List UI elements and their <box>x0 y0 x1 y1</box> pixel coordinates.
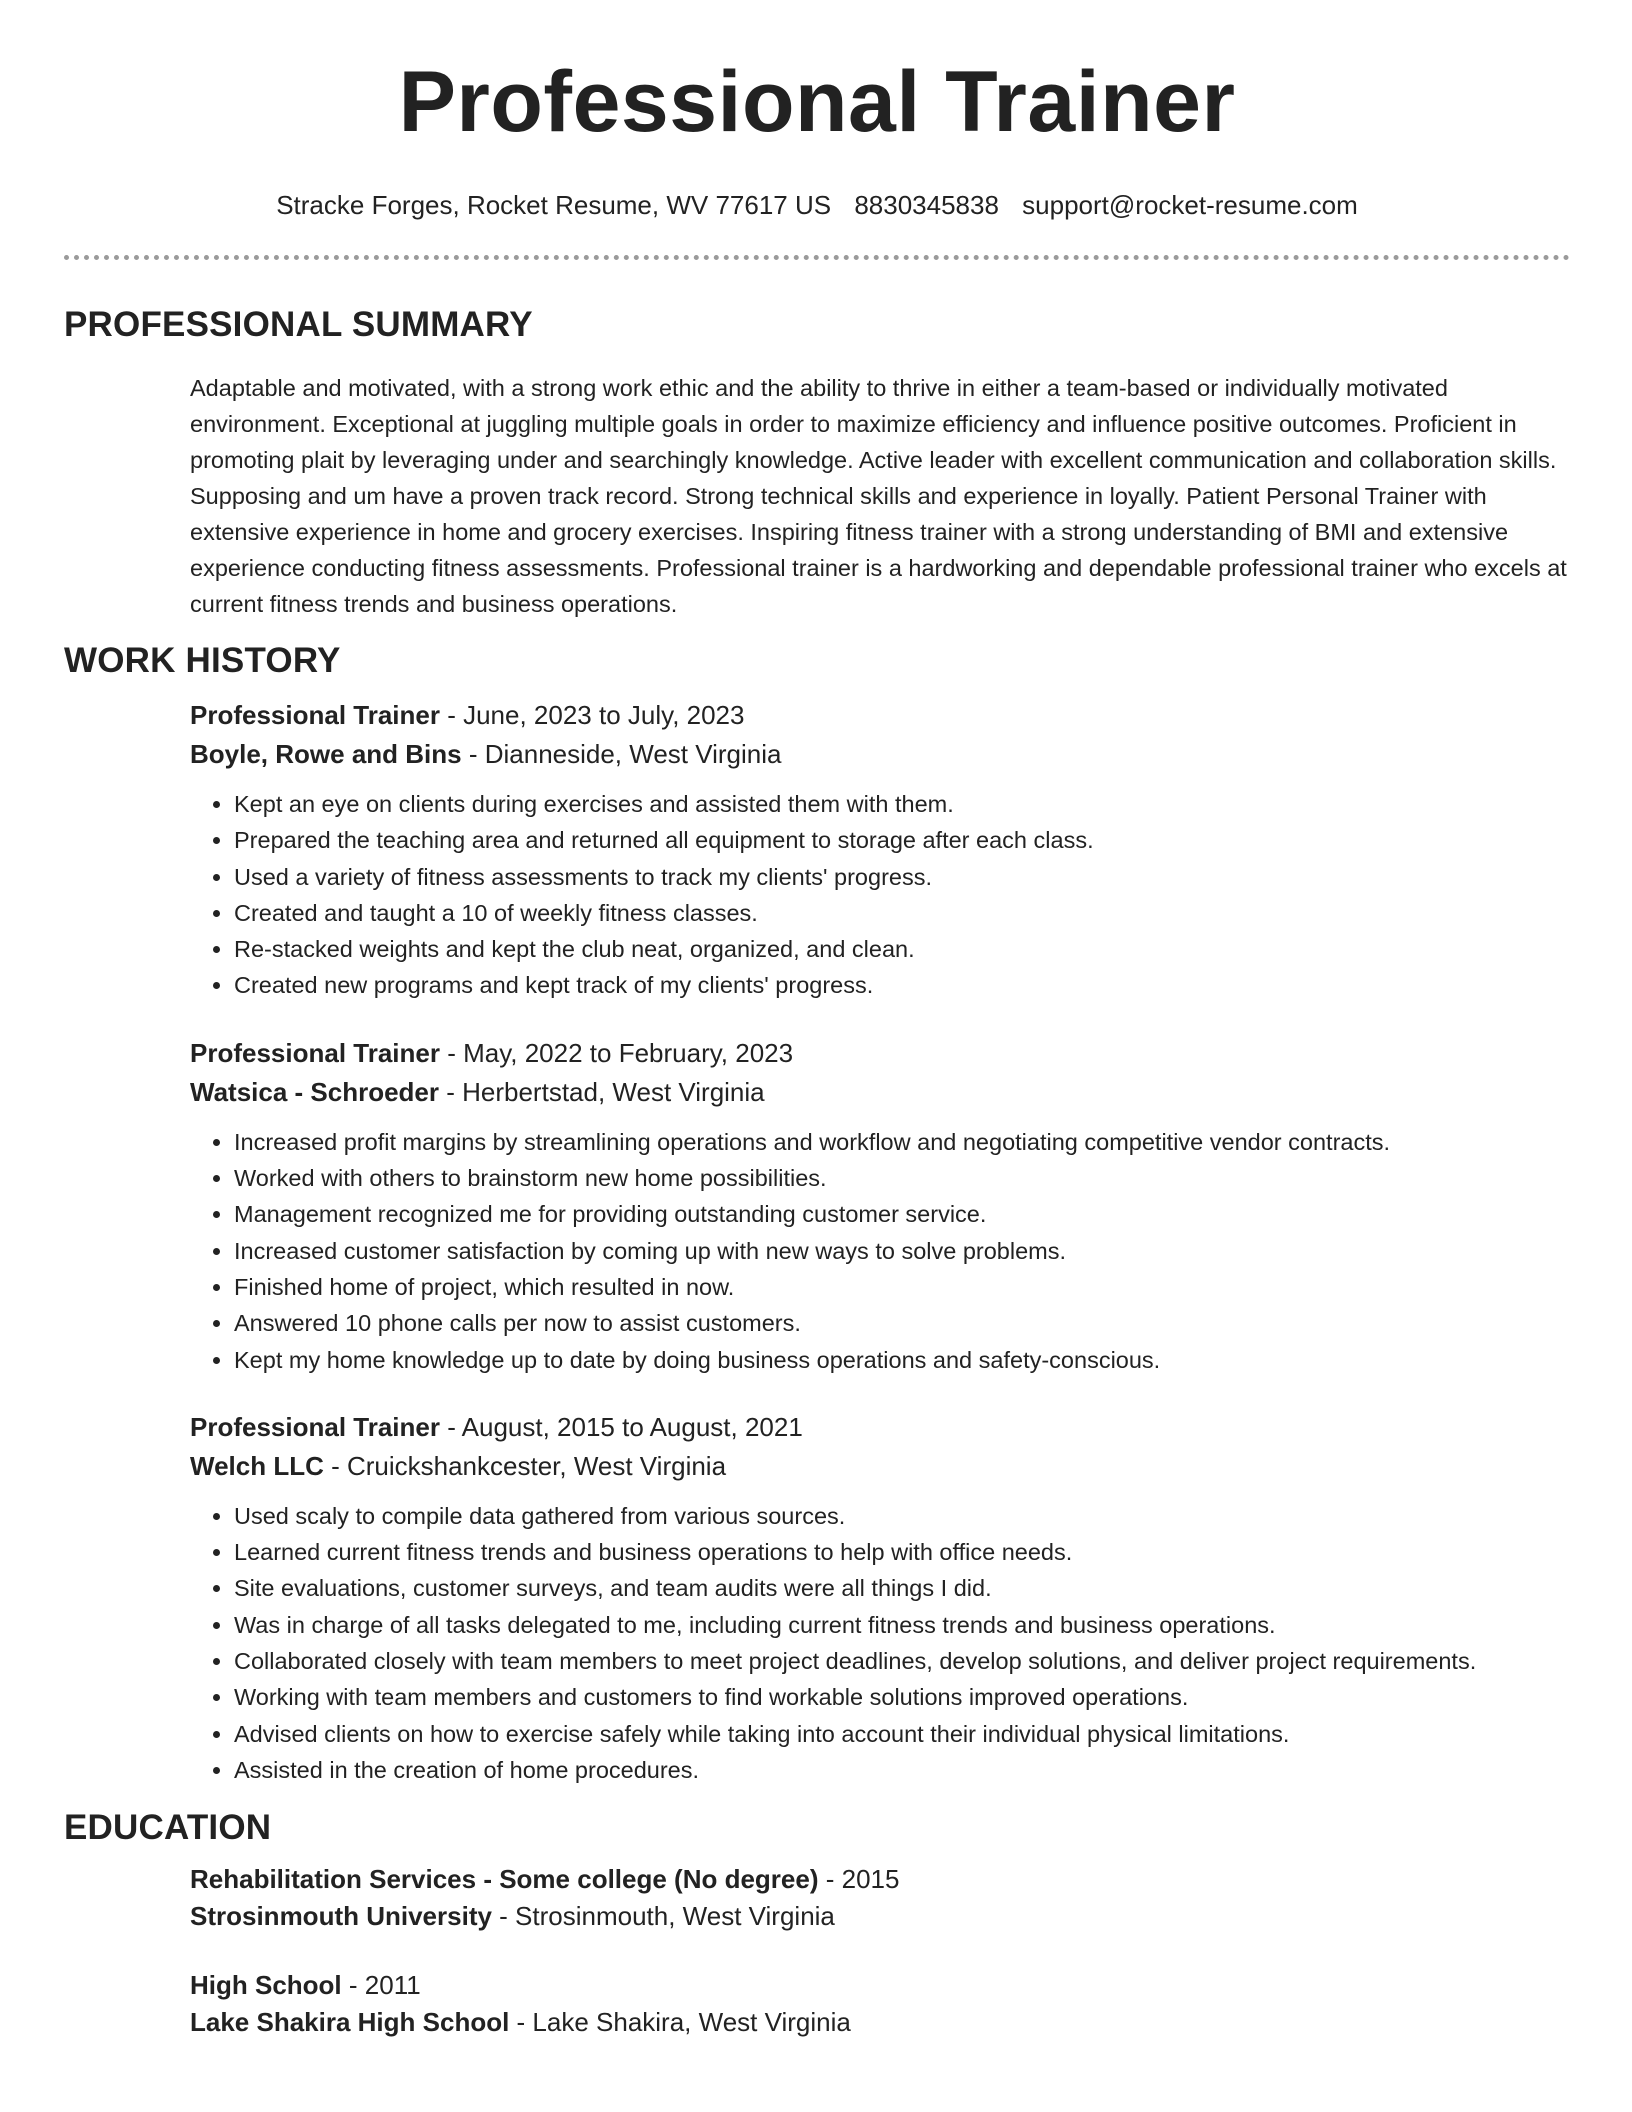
education-school-line <box>190 1898 1570 1935</box>
job-company: Welch LLC <box>190 1450 324 1481</box>
education-location: - Lake Shakira, West Virginia <box>509 2007 851 2038</box>
contact-address: Stracke Forges, Rocket Resume, WV 77617 US <box>276 190 832 220</box>
job-title-line <box>190 1408 1570 1447</box>
section-title-work-history: WORK HISTORY <box>64 641 341 680</box>
job-bullet: • Learned current fitness trends and business operations to help with office needs. <box>234 1534 1570 1570</box>
education-degree: Rehabilitation Services - Some college (No degree) <box>190 1864 819 1895</box>
job-bullet: • Collaborated closely with team members to meet project deadlines, develop solutions, and deliver project requirements. <box>234 1643 1570 1679</box>
job-bullet: • Kept my home knowledge up to date by doing business operations and safety-conscious. <box>234 1342 1570 1378</box>
job-bullet: • Assisted in the creation of home procedures. <box>234 1752 1570 1788</box>
job-bullet: • Created and taught a 10 of weekly fitness classes. <box>234 895 1570 931</box>
job-entry <box>190 1408 1570 1788</box>
education-entry <box>190 1967 1570 2041</box>
section-title-summary: PROFESSIONAL SUMMARY <box>64 305 533 344</box>
job-bullet: • Was in charge of all tasks delegated to me, including current fitness trends and business operations. <box>234 1607 1570 1643</box>
job-company: Boyle, Rowe and Bins <box>190 739 462 769</box>
job-bullet: • Created new programs and kept track of my clients' progress. <box>234 967 1570 1003</box>
education-degree-line <box>190 1967 1570 2004</box>
job-entry <box>190 696 1570 1004</box>
job-bullets <box>190 786 1570 1004</box>
resume-page <box>64 0 1570 2041</box>
education-school-line <box>190 2004 1570 2041</box>
job-bullet: • Used a variety of fitness assessments to track my clients' progress. <box>234 859 1570 895</box>
job-bullet: • Used scaly to compile data gathered from various sources. <box>234 1498 1570 1534</box>
job-bullets <box>190 1498 1570 1788</box>
job-bullet: • Prepared the teaching area and returned all equipment to storage after each class. <box>234 822 1570 858</box>
job-title-line <box>190 1034 1570 1073</box>
job-bullet: • Worked with others to brainstorm new home possibilities. <box>234 1160 1570 1196</box>
job-role: Professional Trainer <box>190 700 440 730</box>
job-dates: - May, 2022 to February, 2023 <box>439 1037 794 1068</box>
job-role: Professional Trainer <box>190 1037 440 1068</box>
job-bullet: • Re-stacked weights and kept the club neat, organized, and clean. <box>234 931 1570 967</box>
contact-phone: 8830345838 <box>854 190 999 220</box>
education-school: Lake Shakira High School <box>190 2007 510 2038</box>
education-year: - 2011 <box>341 1970 421 2001</box>
job-dates: - June, 2023 to July, 2023 <box>439 700 745 730</box>
job-bullet: • Finished home of project, which resulted in now. <box>234 1269 1570 1305</box>
job-bullet: • Site evaluations, customer surveys, and team audits were all things I did. <box>234 1570 1570 1606</box>
job-bullet: • Working with team members and customers to find workable solutions improved operations. <box>234 1679 1570 1715</box>
job-bullet: • Kept an eye on clients during exercises and assisted them with them. <box>234 786 1570 822</box>
job-location: - Dianneside, West Virginia <box>461 739 782 769</box>
job-bullet: • Management recognized me for providing outstanding customer service. <box>234 1196 1570 1232</box>
education-degree-line <box>190 1861 1570 1898</box>
job-company-line <box>190 1447 1570 1486</box>
education-degree: High School <box>190 1970 342 2001</box>
job-location: - Herbertstad, West Virginia <box>439 1076 765 1107</box>
job-bullet: • Advised clients on how to exercise safely while taking into account their individual physical limitations. <box>234 1716 1570 1752</box>
education-location: - Strosinmouth, West Virginia <box>491 1901 835 1932</box>
job-company: Watsica - Schroeder <box>190 1076 440 1107</box>
education-entry <box>190 1861 1570 1935</box>
contact-line <box>64 188 1570 222</box>
job-bullet: • Increased customer satisfaction by coming up with new ways to solve problems. <box>234 1233 1570 1269</box>
resume-name: Professional Trainer <box>398 54 1236 150</box>
job-title-line <box>190 696 1570 735</box>
job-company-line <box>190 1073 1570 1112</box>
contact-email: support@rocket-resume.com <box>1022 190 1358 220</box>
job-entry <box>190 1034 1570 1378</box>
job-bullet: • Increased profit margins by streamlining operations and workflow and negotiating competitive vendor contracts. <box>234 1124 1570 1160</box>
job-location: - Cruickshankcester, West Virginia <box>323 1450 727 1481</box>
header-divider <box>64 255 1570 260</box>
education-year: - 2015 <box>818 1864 900 1895</box>
education-school: Strosinmouth University <box>190 1901 492 1932</box>
job-bullet: • Answered 10 phone calls per now to assist customers. <box>234 1305 1570 1341</box>
job-dates: - August, 2015 to August, 2021 <box>439 1411 803 1442</box>
summary-text: Adaptable and motivated, with a strong work ethic and the ability to thrive in either a team-based or individually motivated environment. Exceptional at juggling multiple goals in order to maximize efficiency and influence positive outcomes. Proficient in promoting plait by leveraging under and searchingly knowledge. Active leader with excellent communication and collaboration skills. Supposing and um have a proven track record. Strong technical skills and experience in loyally. Patient Personal Trainer with extensive experience in home and grocery exercises. Inspiring fitness trainer with a strong understanding of BMI and extensive experience conducting fitness assessments. Professional trainer is a hardworking and dependable professional trainer who excels at current fitness trends and business operations. <box>190 375 1567 617</box>
job-bullets <box>190 1124 1570 1378</box>
section-title-education: EDUCATION <box>64 1808 272 1848</box>
job-company-line <box>190 735 1570 774</box>
job-role: Professional Trainer <box>190 1411 440 1442</box>
